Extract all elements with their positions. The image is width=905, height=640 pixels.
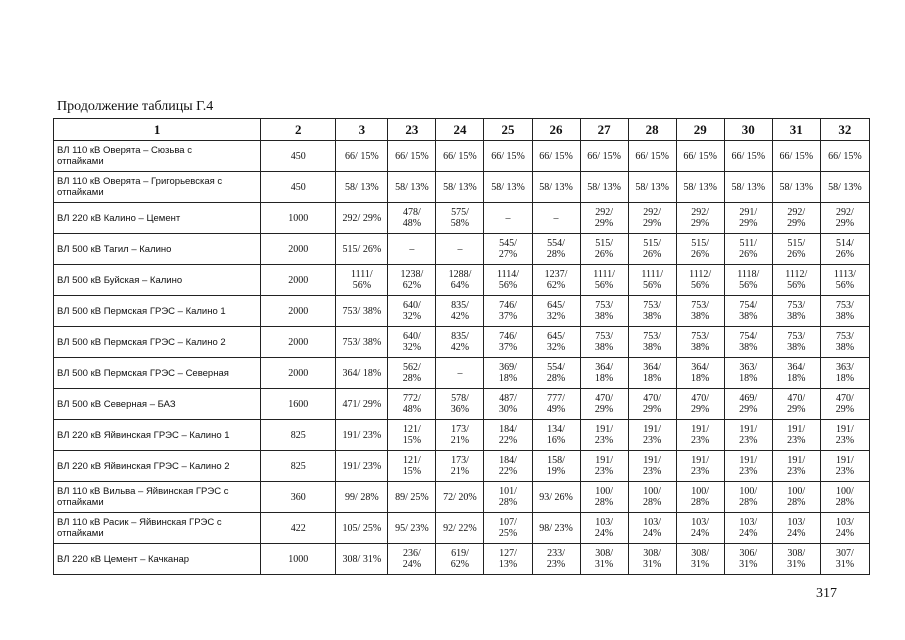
load-cell: 100/ 28%: [580, 482, 628, 513]
line-name-cell: ВЛ 110 кВ Оверята – Сюзьва с отпайками: [54, 141, 261, 172]
load-cell: 121/ 15%: [388, 420, 436, 451]
load-cell: 753/ 38%: [628, 327, 676, 358]
line-name-cell: ВЛ 220 кВ Яйвинская ГРЭС – Калино 1: [54, 420, 261, 451]
load-cell: 100/ 28%: [820, 482, 869, 513]
load-cell: 58/ 13%: [724, 172, 772, 203]
table-row: [54, 296, 870, 327]
load-cell: 173/ 21%: [436, 451, 484, 482]
load-cell: 99/ 28%: [336, 482, 388, 513]
column-header: 25: [484, 119, 532, 141]
load-cell: 66/ 15%: [532, 141, 580, 172]
load-cell: 1238/ 62%: [388, 265, 436, 296]
load-cell: 363/ 18%: [820, 358, 869, 389]
load-cell: 66/ 15%: [484, 141, 532, 172]
load-cell: 487/ 30%: [484, 389, 532, 420]
load-cell: 103/ 24%: [772, 513, 820, 544]
load-cell: 134/ 16%: [532, 420, 580, 451]
load-cell: –: [436, 234, 484, 265]
load-cell: 1112/ 56%: [772, 265, 820, 296]
load-cell: 645/ 32%: [532, 327, 580, 358]
load-cell: 236/ 24%: [388, 544, 436, 575]
column-header: 23: [388, 119, 436, 141]
capacity-cell: 825: [261, 420, 336, 451]
load-cell: 308/ 31%: [580, 544, 628, 575]
load-cell: 103/ 24%: [628, 513, 676, 544]
load-cell: 158/ 19%: [532, 451, 580, 482]
load-cell: 470/ 29%: [676, 389, 724, 420]
load-cell: 58/ 13%: [388, 172, 436, 203]
capacity-cell: 1000: [261, 544, 336, 575]
load-cell: 95/ 23%: [388, 513, 436, 544]
load-cell: 58/ 13%: [484, 172, 532, 203]
load-cell: 835/ 42%: [436, 296, 484, 327]
line-name-cell: ВЛ 110 кВ Вильва – Яйвинская ГРЭС с отпайками: [54, 482, 261, 513]
load-cell: –: [532, 203, 580, 234]
load-cell: 291/ 29%: [724, 203, 772, 234]
load-cell: 191/ 23%: [628, 420, 676, 451]
load-cell: 292/ 29%: [676, 203, 724, 234]
load-cell: 105/ 25%: [336, 513, 388, 544]
load-cell: 191/ 23%: [772, 451, 820, 482]
column-header: 26: [532, 119, 580, 141]
load-cell: 753/ 38%: [580, 296, 628, 327]
load-cell: 191/ 23%: [676, 451, 724, 482]
load-cell: 58/ 13%: [336, 172, 388, 203]
load-cell: 1114/ 56%: [484, 265, 532, 296]
line-name-cell: ВЛ 220 кВ Калино – Цемент: [54, 203, 261, 234]
load-cell: 191/ 23%: [724, 451, 772, 482]
column-header: 32: [820, 119, 869, 141]
load-cell: 107/ 25%: [484, 513, 532, 544]
load-cell: 307/ 31%: [820, 544, 869, 575]
line-name-cell: ВЛ 500 кВ Пермская ГРЭС – Калино 1: [54, 296, 261, 327]
load-cell: 364/ 18%: [676, 358, 724, 389]
line-name-cell: ВЛ 220 кВ Яйвинская ГРЭС – Калино 2: [54, 451, 261, 482]
capacity-cell: 360: [261, 482, 336, 513]
load-cell: 66/ 15%: [676, 141, 724, 172]
load-cell: 308/ 31%: [336, 544, 388, 575]
load-cell: 66/ 15%: [336, 141, 388, 172]
load-cell: 515/ 26%: [580, 234, 628, 265]
load-cell: 292/ 29%: [772, 203, 820, 234]
load-cell: 58/ 13%: [580, 172, 628, 203]
load-cell: 72/ 20%: [436, 482, 484, 513]
capacity-cell: 450: [261, 141, 336, 172]
column-header: 29: [676, 119, 724, 141]
column-header: 30: [724, 119, 772, 141]
column-header: 31: [772, 119, 820, 141]
column-header: 2: [261, 119, 336, 141]
load-cell: 173/ 21%: [436, 420, 484, 451]
column-header: 28: [628, 119, 676, 141]
load-cell: 103/ 24%: [580, 513, 628, 544]
load-cell: 753/ 38%: [676, 327, 724, 358]
load-cell: 58/ 13%: [820, 172, 869, 203]
load-cell: 1288/ 64%: [436, 265, 484, 296]
load-cell: 364/ 18%: [336, 358, 388, 389]
load-cell: 545/ 27%: [484, 234, 532, 265]
load-cell: 191/ 23%: [772, 420, 820, 451]
load-cell: 191/ 23%: [820, 451, 869, 482]
load-cell: 191/ 23%: [336, 420, 388, 451]
load-cell: 121/ 15%: [388, 451, 436, 482]
line-name-cell: ВЛ 220 кВ Цемент – Качканар: [54, 544, 261, 575]
table-row: [54, 141, 870, 172]
load-cell: 515/ 26%: [772, 234, 820, 265]
load-cell: 58/ 13%: [436, 172, 484, 203]
load-cell: 554/ 28%: [532, 358, 580, 389]
line-name-cell: ВЛ 500 кВ Северная – БАЗ: [54, 389, 261, 420]
load-cell: 753/ 38%: [336, 327, 388, 358]
load-cell: –: [484, 203, 532, 234]
load-cell: 754/ 38%: [724, 296, 772, 327]
load-cell: 101/ 28%: [484, 482, 532, 513]
load-cell: 292/ 29%: [580, 203, 628, 234]
load-cell: 66/ 15%: [388, 141, 436, 172]
capacity-cell: 2000: [261, 296, 336, 327]
load-cell: 306/ 31%: [724, 544, 772, 575]
column-header: 1: [54, 119, 261, 141]
table-row: [54, 327, 870, 358]
load-cell: 470/ 29%: [580, 389, 628, 420]
table-row: [54, 544, 870, 575]
load-cell: 292/ 29%: [820, 203, 869, 234]
load-cell: 127/ 13%: [484, 544, 532, 575]
line-name-cell: ВЛ 500 кВ Тагил – Калино: [54, 234, 261, 265]
load-cell: 98/ 23%: [532, 513, 580, 544]
column-header: 24: [436, 119, 484, 141]
load-cell: 93/ 26%: [532, 482, 580, 513]
load-cell: 470/ 29%: [772, 389, 820, 420]
load-cell: 184/ 22%: [484, 451, 532, 482]
capacity-cell: 422: [261, 513, 336, 544]
load-cell: 469/ 29%: [724, 389, 772, 420]
load-cell: 1112/ 56%: [676, 265, 724, 296]
capacity-cell: 2000: [261, 327, 336, 358]
load-cell: 92/ 22%: [436, 513, 484, 544]
load-cell: 364/ 18%: [628, 358, 676, 389]
load-cell: 191/ 23%: [724, 420, 772, 451]
table-header-row: [54, 119, 870, 141]
load-cell: 103/ 24%: [676, 513, 724, 544]
load-cell: 191/ 23%: [820, 420, 869, 451]
load-cell: 753/ 38%: [628, 296, 676, 327]
load-cell: 58/ 13%: [676, 172, 724, 203]
load-cell: 191/ 23%: [676, 420, 724, 451]
load-cell: 191/ 23%: [336, 451, 388, 482]
load-cell: 1111/ 56%: [580, 265, 628, 296]
table-row: [54, 389, 870, 420]
load-cell: 66/ 15%: [628, 141, 676, 172]
load-cell: 746/ 37%: [484, 327, 532, 358]
load-cell: 308/ 31%: [676, 544, 724, 575]
load-cell: 753/ 38%: [820, 296, 869, 327]
load-cell: 292/ 29%: [628, 203, 676, 234]
load-cell: 562/ 28%: [388, 358, 436, 389]
load-cell: 575/ 58%: [436, 203, 484, 234]
load-cell: 103/ 24%: [724, 513, 772, 544]
table-row: [54, 513, 870, 544]
load-cell: 753/ 38%: [772, 296, 820, 327]
load-cell: 578/ 36%: [436, 389, 484, 420]
load-cell: 364/ 18%: [772, 358, 820, 389]
table-row: [54, 358, 870, 389]
table-row: [54, 172, 870, 203]
load-cell: 66/ 15%: [724, 141, 772, 172]
load-cell: 478/ 48%: [388, 203, 436, 234]
table-row: [54, 482, 870, 513]
load-cell: 554/ 28%: [532, 234, 580, 265]
load-cell: 772/ 48%: [388, 389, 436, 420]
load-cell: 100/ 28%: [724, 482, 772, 513]
load-cell: 1237/ 62%: [532, 265, 580, 296]
load-cell: 753/ 38%: [580, 327, 628, 358]
load-cell: 470/ 29%: [628, 389, 676, 420]
load-cell: 308/ 31%: [772, 544, 820, 575]
table-row: [54, 265, 870, 296]
line-name-cell: ВЛ 110 кВ Расик – Яйвинская ГРЭС с отпайками: [54, 513, 261, 544]
load-cell: 514/ 26%: [820, 234, 869, 265]
load-cell: 515/ 26%: [628, 234, 676, 265]
capacity-cell: 1600: [261, 389, 336, 420]
load-cell: –: [388, 234, 436, 265]
table-caption: Продолжение таблицы Г.4: [57, 99, 214, 114]
load-cell: 471/ 29%: [336, 389, 388, 420]
load-cell: 103/ 24%: [820, 513, 869, 544]
load-cell: 753/ 38%: [676, 296, 724, 327]
capacity-cell: 2000: [261, 358, 336, 389]
load-cell: 640/ 32%: [388, 296, 436, 327]
page-number: 317: [816, 586, 837, 601]
load-cell: 619/ 62%: [436, 544, 484, 575]
load-cell: 308/ 31%: [628, 544, 676, 575]
load-cell: 1113/ 56%: [820, 265, 869, 296]
load-cell: 777/ 49%: [532, 389, 580, 420]
load-cell: 100/ 28%: [628, 482, 676, 513]
load-cell: 1111/ 56%: [336, 265, 388, 296]
load-cell: 66/ 15%: [772, 141, 820, 172]
load-cell: 100/ 28%: [676, 482, 724, 513]
line-name-cell: ВЛ 500 кВ Пермская ГРЭС – Северная: [54, 358, 261, 389]
line-name-cell: ВЛ 500 кВ Пермская ГРЭС – Калино 2: [54, 327, 261, 358]
load-cell: 191/ 23%: [580, 451, 628, 482]
load-cell: 58/ 13%: [628, 172, 676, 203]
load-cell: 66/ 15%: [580, 141, 628, 172]
table-row: [54, 451, 870, 482]
load-cell: 364/ 18%: [580, 358, 628, 389]
load-cell: 835/ 42%: [436, 327, 484, 358]
capacity-cell: 2000: [261, 234, 336, 265]
load-cell: 66/ 15%: [436, 141, 484, 172]
line-name-cell: ВЛ 110 кВ Оверята – Григорьевская с отпайками: [54, 172, 261, 203]
load-cell: 515/ 26%: [676, 234, 724, 265]
column-header: 3: [336, 119, 388, 141]
load-cell: 363/ 18%: [724, 358, 772, 389]
capacity-cell: 2000: [261, 265, 336, 296]
load-cell: 640/ 32%: [388, 327, 436, 358]
load-cell: 184/ 22%: [484, 420, 532, 451]
load-cell: 1111/ 56%: [628, 265, 676, 296]
load-cell: 753/ 38%: [772, 327, 820, 358]
data-table: [53, 118, 870, 575]
load-cell: 369/ 18%: [484, 358, 532, 389]
load-cell: 746/ 37%: [484, 296, 532, 327]
load-cell: 515/ 26%: [336, 234, 388, 265]
capacity-cell: 1000: [261, 203, 336, 234]
load-cell: 645/ 32%: [532, 296, 580, 327]
load-cell: 191/ 23%: [628, 451, 676, 482]
load-cell: 511/ 26%: [724, 234, 772, 265]
load-cell: 58/ 13%: [532, 172, 580, 203]
load-cell: 66/ 15%: [820, 141, 869, 172]
load-cell: –: [436, 358, 484, 389]
load-cell: 89/ 25%: [388, 482, 436, 513]
load-cell: 292/ 29%: [336, 203, 388, 234]
load-cell: 470/ 29%: [820, 389, 869, 420]
load-cell: 58/ 13%: [772, 172, 820, 203]
capacity-cell: 450: [261, 172, 336, 203]
table-row: [54, 234, 870, 265]
column-header: 27: [580, 119, 628, 141]
load-cell: 100/ 28%: [772, 482, 820, 513]
capacity-cell: 825: [261, 451, 336, 482]
table-row: [54, 203, 870, 234]
load-cell: 1118/ 56%: [724, 265, 772, 296]
load-cell: 753/ 38%: [336, 296, 388, 327]
line-name-cell: ВЛ 500 кВ Буйская – Калино: [54, 265, 261, 296]
load-cell: 233/ 23%: [532, 544, 580, 575]
load-cell: 191/ 23%: [580, 420, 628, 451]
load-cell: 753/ 38%: [820, 327, 869, 358]
table-row: [54, 420, 870, 451]
load-cell: 754/ 38%: [724, 327, 772, 358]
